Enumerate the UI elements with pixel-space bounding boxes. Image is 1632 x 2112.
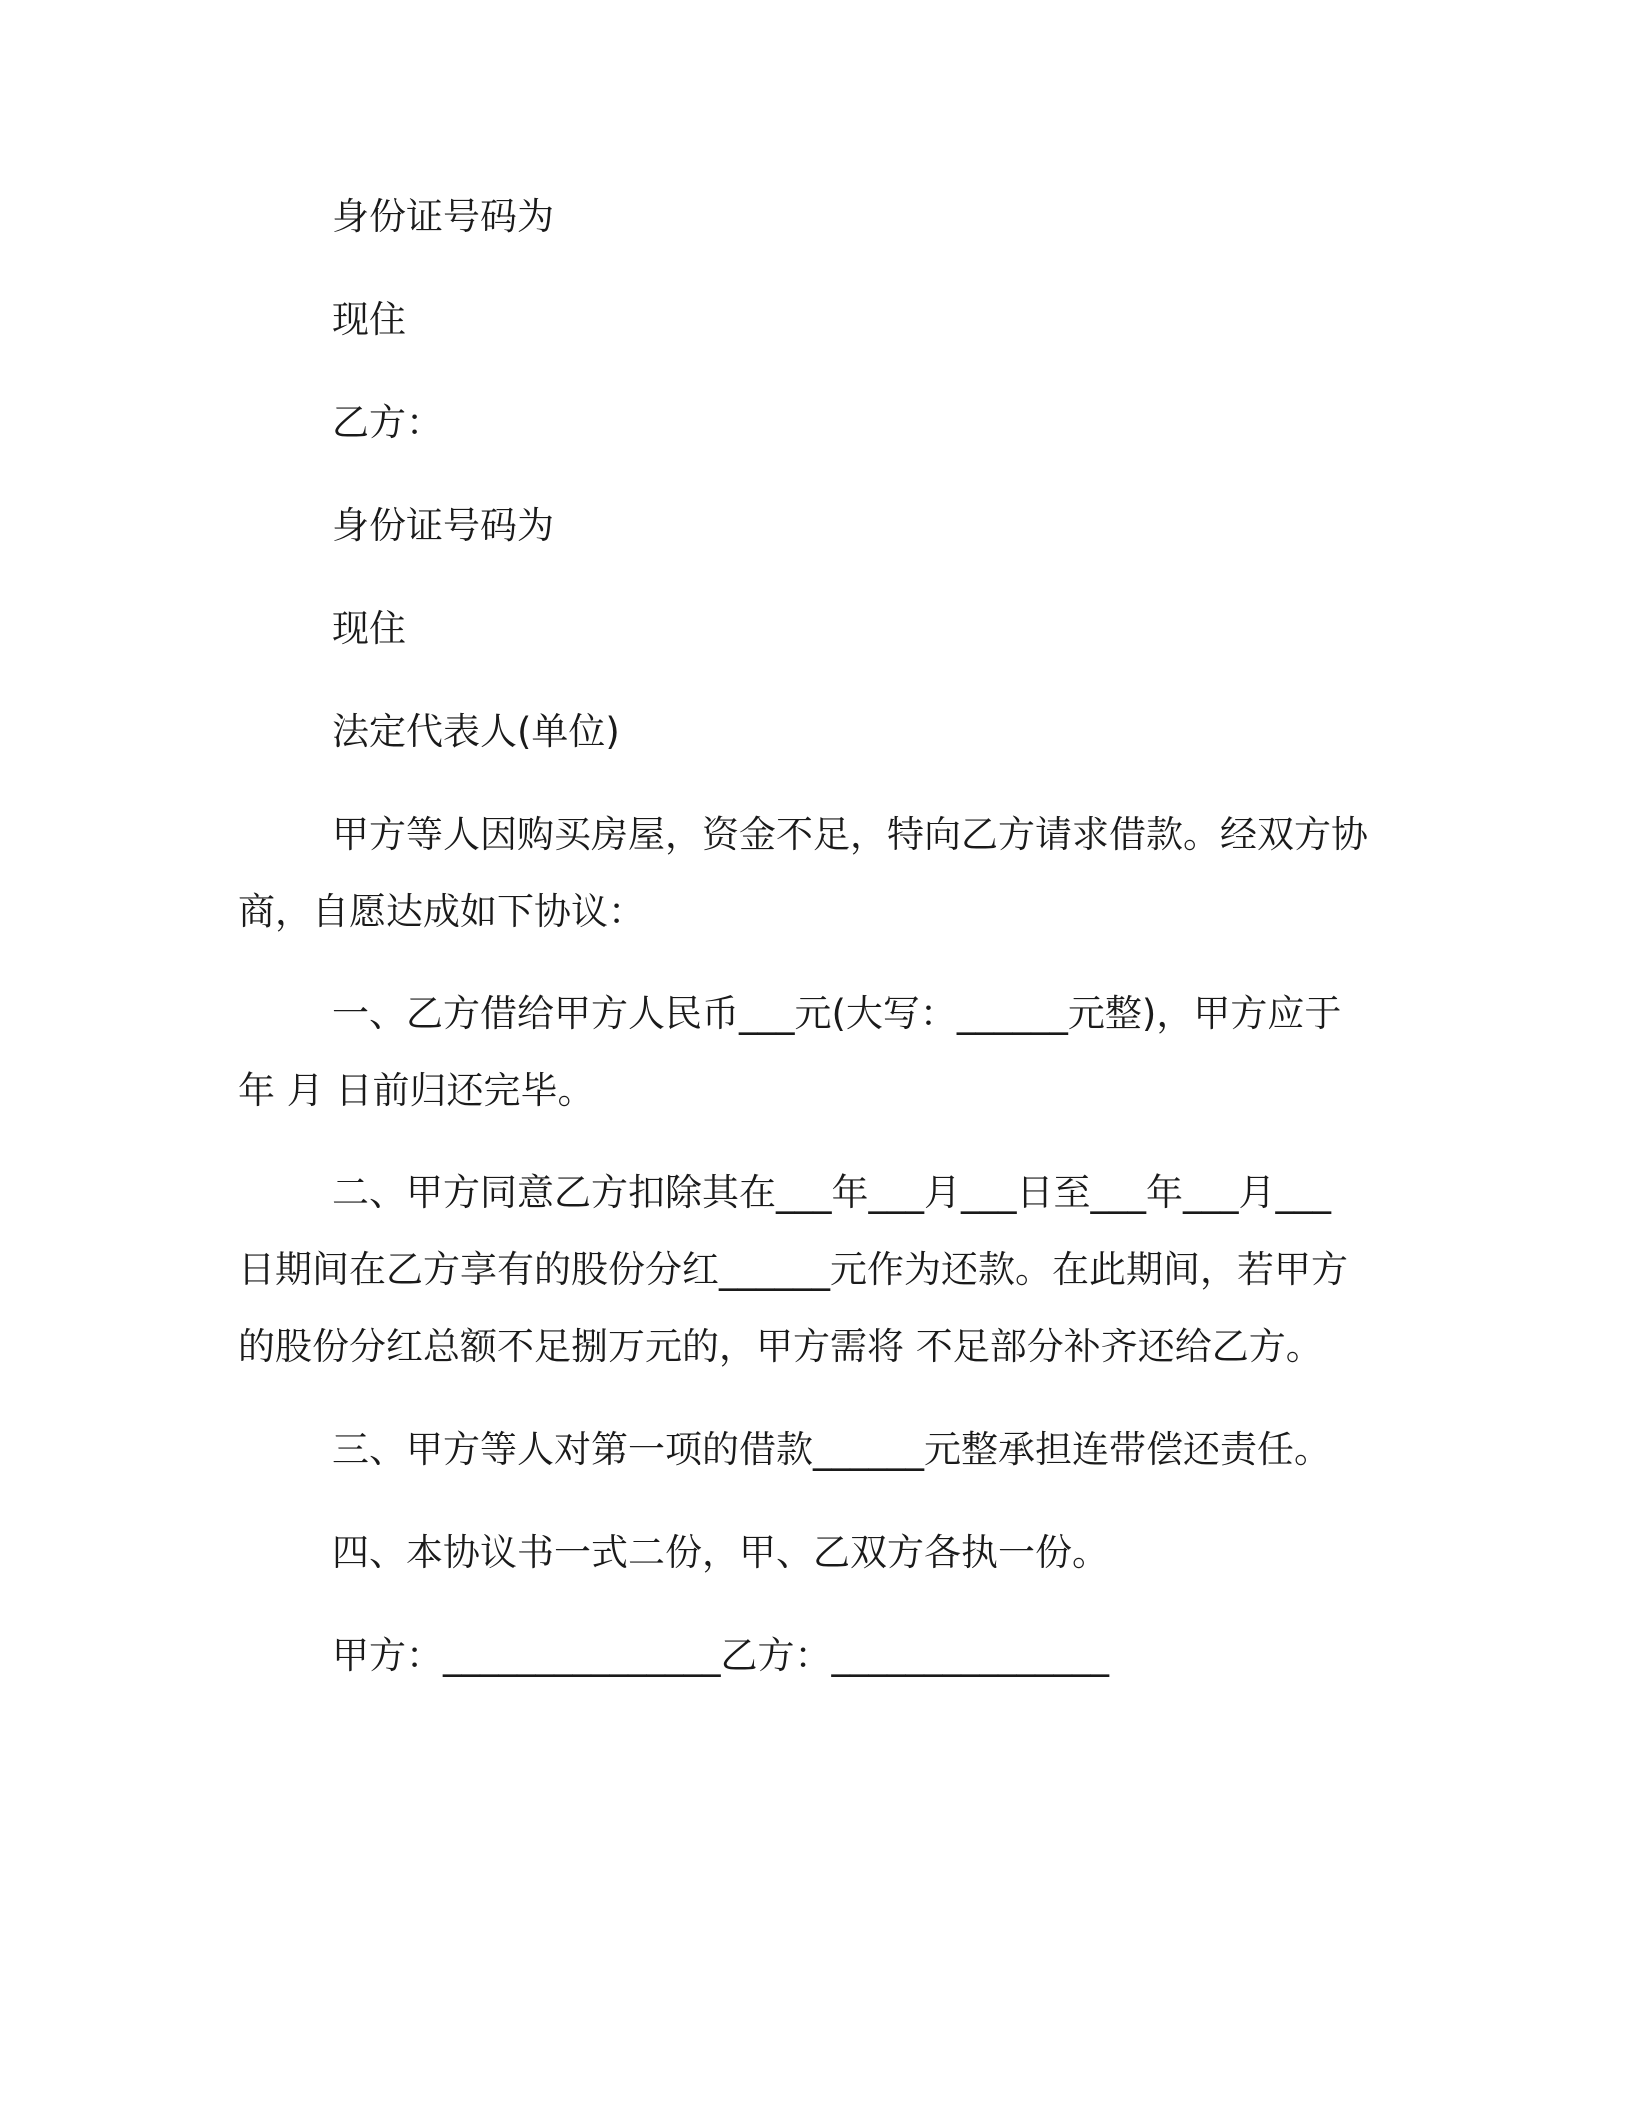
clause-2-line-3: 的股份分红总额不足捌万元的，甲方需将 不足部分补齐还给乙方。: [238, 1325, 1323, 1368]
clause-4: 四、本协议书一式二份，甲、乙双方各执一份。: [332, 1531, 1109, 1574]
party-a-id-number-label: 身份证号码为: [332, 195, 554, 238]
clause-2-line-2: 日期间在乙方享有的股份分红______元作为还款。在此期间，若甲方: [238, 1248, 1348, 1291]
clause-3: 三、甲方等人对第一项的借款______元整承担连带偿还责任。: [332, 1428, 1331, 1471]
clause-2-line-1: 二、甲方同意乙方扣除其在___年___月___日至___年___月___: [332, 1171, 1331, 1214]
party-a-address-label: 现住: [332, 298, 406, 341]
clause-1-line-2: 年 月 日前归还完毕。: [238, 1069, 595, 1112]
preamble-line-1: 甲方等人因购买房屋，资金不足，特向乙方请求借款。经双方协: [332, 813, 1368, 856]
signature-line: 甲方：_______________乙方：_______________: [332, 1634, 1109, 1677]
legal-representative-label: 法定代表人(单位): [332, 710, 620, 753]
party-b-id-number-label: 身份证号码为: [332, 504, 554, 547]
preamble-line-2: 商，自愿达成如下协议：: [238, 890, 645, 933]
party-b-address-label: 现住: [332, 607, 406, 650]
clause-1-line-1: 一、乙方借给甲方人民币___元(大写：______元整)，甲方应于: [332, 992, 1342, 1035]
party-b-label: 乙方：: [332, 401, 443, 444]
